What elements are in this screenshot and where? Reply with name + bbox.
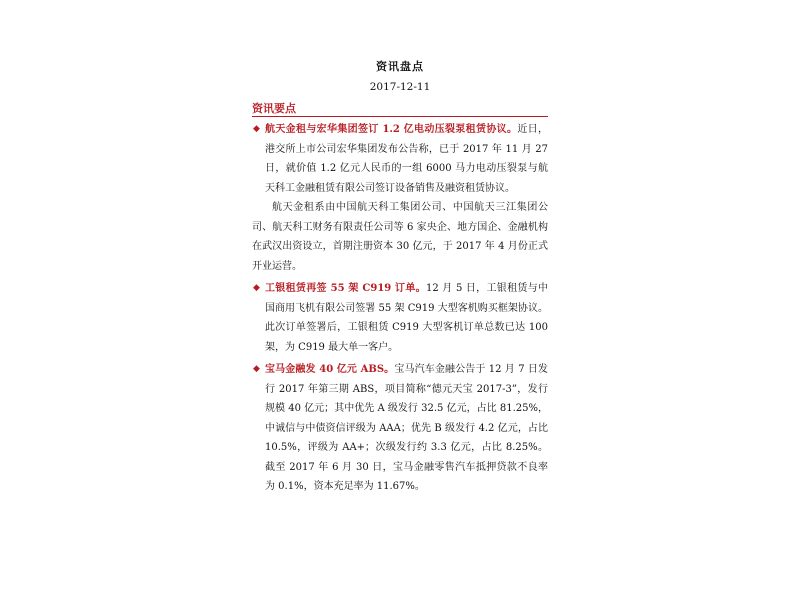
news-headline: 航天金租与宏华集团签订 1.2 亿电动压裂泵租赁协议。 <box>265 124 518 135</box>
diamond-bullet-icon: ◆ <box>253 364 260 374</box>
report-date: 2017-12-11 <box>369 81 431 93</box>
news-item-paragraph <box>252 279 548 357</box>
news-body-continued: 航天金租系由中国航天科工集团公司、中国航天三江集团公司、航天科工财务有限责任公司等 6 家央企、地方国企、金融机构在武汉出资设立，首期注册资本 30 亿元，于 2017 年 4 月份正式开业运营。 <box>252 202 548 272</box>
diamond-bullet-icon: ◆ <box>253 124 260 134</box>
section-header <box>252 99 548 117</box>
news-body: 12 月 5 日，工银租赁与中国商用飞机有限公司签署 55 架 C919 大型客机购买框架协议。此次订单签署后，工银租赁 C919 大型客机订单总数已达 100 架，为 C919 最大单一客户。 <box>265 283 548 353</box>
news-item <box>252 360 548 497</box>
news-headline: 宝马金融发 40 亿元 ABS。 <box>265 364 395 375</box>
news-item <box>252 120 548 276</box>
news-item <box>252 279 548 357</box>
diamond-bullet-icon: ◆ <box>253 283 260 293</box>
page-title: 资讯盘点 <box>376 60 424 73</box>
news-item-paragraph <box>252 360 548 497</box>
news-item-paragraph <box>252 120 548 198</box>
news-body: 宝马汽车金融公告于 12 月 7 日发行 2017 年第三期 ABS，项目简称“德元天宝 2017-3”，发行规模 40 亿元；其中优先 A 级发行 32.5 亿元，占比 81.25%，中诚信与中债资信评级为 AAA；优先 B 级发行 4.2 亿元，占比 10.5%，评级为 AA+；次级发行约 3.3 亿元，占比 8.25%。截至 2017 年 6 月 30 日，宝马金融零售汽车抵押贷款不良率为 0.1%，资本充足率为 11.67%。 <box>265 364 548 492</box>
news-headline: 工银租赁再签 55 架 C919 订单。 <box>265 283 426 294</box>
news-list <box>252 120 548 500</box>
news-body: 近日，港交所上市公司宏华集团发布公告称，已于 2017 年 11 月 27 日，就价值 1.2 亿元人民币的一组 6000 马力电动压裂泵与航天科工金融租赁有限公司签订设备销售及融资租赁协议。 <box>265 124 548 194</box>
section-title: 资讯要点 <box>252 102 296 115</box>
